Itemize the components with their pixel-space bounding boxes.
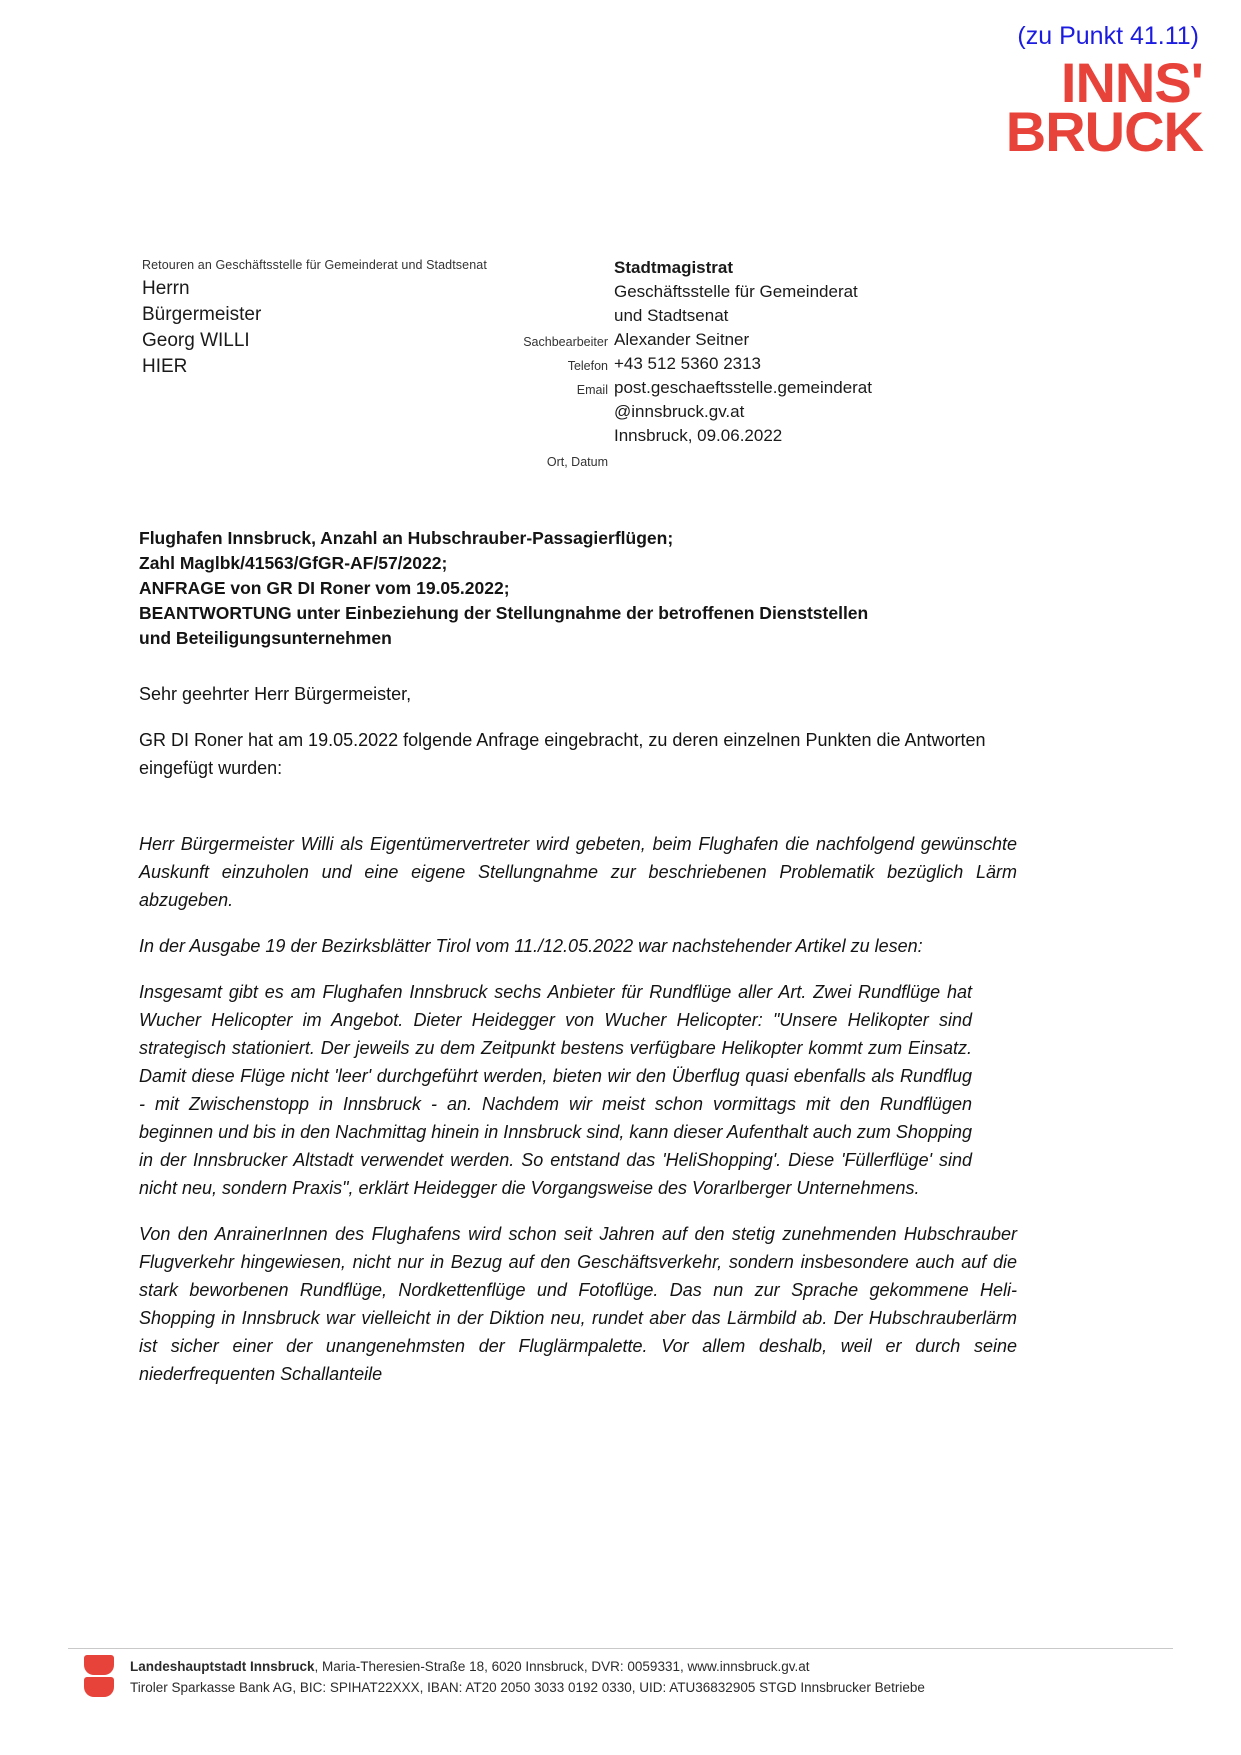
subject-line-5: und Beteiligungsunternehmen: [139, 628, 392, 648]
body-spacer: [139, 800, 1017, 830]
footer-divider: [68, 1648, 1173, 1649]
return-address-line: Retouren an Geschäftsstelle für Gemeinderat und Stadtsenat: [142, 258, 487, 272]
coat-of-arms-icon: [84, 1655, 118, 1697]
footer-city-details: , Maria-Theresien-Straße 18, 6020 Innsbruck, DVR: 0059331, www.innsbruck.gv.at: [314, 1659, 810, 1674]
sender-department-line-2: und Stadtsenat: [614, 306, 729, 325]
subject-line-3: ANFRAGE von GR DI Roner vom 19.05.2022;: [139, 578, 510, 598]
intro-paragraph: GR DI Roner hat am 19.05.2022 folgende Anfrage eingebracht, zu deren einzelnen Punkten die Antworten eingefügt wurden:: [139, 730, 986, 778]
label-sachbearbeiter: Sachbearbeiter: [523, 335, 608, 349]
subject-line-1: Flughafen Innsbruck, Anzahl an Hubschrauber-Passagierflügen;: [139, 528, 674, 548]
subject-block: [139, 526, 1019, 651]
footer-line-1: [130, 1656, 925, 1677]
recipient-line-3: Georg WILLI: [142, 330, 250, 351]
sender-block: [614, 256, 872, 448]
footer-city-name: Landeshauptstadt Innsbruck: [130, 1659, 315, 1674]
sender-email-line-1: post.geschaeftsstelle.gemeinderat: [614, 378, 872, 397]
closing-paragraph: Von den AnrainerInnen des Flughafens wird schon seit Jahren auf den stetig zunehmenden Hubschrauber Flugverkehr hingewiesen, nicht nur in Bezug auf den Geschäftsverkehr, sondern insbesondere auch auf die stark beworbenen Rundflüge, Nordkettenflüge und Fotoflüge. Das nun zur Sprache gekommene Heli-Shopping in Innsbruck war vielleicht in der Diktion neu, rundet aber das Lärmbild ab. Der Hubschrauberlärm ist sicher einer der unangenehmsten der Fluglärmpalette. Vor allem deshalb, weil er durch seine niederfrequenten Schallanteile: [139, 1224, 1017, 1384]
subject-line-4: BEANTWORTUNG unter Einbeziehung der Stellungnahme der betroffenen Dienststellen: [139, 603, 869, 623]
recipient-address: [142, 276, 261, 380]
innsbruck-logo: [953, 51, 1203, 164]
logo-line-2: BRUCK: [1005, 100, 1203, 164]
recipient-line-2: Bürgermeister: [142, 304, 262, 325]
sender-ort-datum: Innsbruck, 09.06.2022: [614, 426, 783, 445]
label-email: Email: [576, 383, 608, 397]
footer-text: [130, 1656, 925, 1698]
meta-field-labels: [430, 330, 608, 474]
salutation: Sehr geehrter Herr Bürgermeister,: [139, 684, 412, 704]
sender-email-line-2: @innsbruck.gv.at: [614, 402, 745, 421]
sender-telefon: +43 512 5360 2313: [614, 354, 762, 373]
letter-body: [139, 680, 1017, 1406]
label-ort-datum: Ort, Datum: [546, 455, 608, 469]
coat-shield-lower: [84, 1677, 114, 1697]
article-quote-paragraph: Insgesamt gibt es am Flughafen Innsbruck sechs Anbieter für Rundflüge aller Art. Zwei Rundflüge hat Wucher Helicopter im Angebot. Dieter Heidegger von Wucher Helicopter: "Unsere Helikopter sind strategisch stationiert. Der jeweils zu dem Zeitpunkt bestens verfügbare Helikopter kommt zum Einsatz. Damit diese Flüge nicht 'leer' durchgeführt werden, bieten wir den Überflug quasi ebenfalls als Rundflug - mit Zwischenstopp in Innsbruck - an. Nachdem wir meist schon vormittags mit den Rundflügen beginnen und bis in den Nachmittag hinein in Innsbruck sind, kann dieser Aufenthalt auch zum Shopping in der Innsbrucker Altstadt verwendet werden. So entstand das 'HeliShopping'. Diese 'Füllerflüge' sind nicht neu, sondern Praxis", erklärt Heidegger die Vorgangsweise des Vorarlberger Unternehmens.: [139, 982, 972, 1198]
recipient-line-4: HIER: [142, 356, 188, 377]
agenda-point-reference: (zu Punkt 41.11): [1017, 22, 1199, 50]
subject-line-2: Zahl Maglbk/41563/GfGR-AF/57/2022;: [139, 553, 448, 573]
coat-shield-upper: [84, 1655, 114, 1675]
recipient-line-1: Herrn: [142, 278, 190, 299]
sender-department-line-1: Geschäftsstelle für Gemeinderat: [614, 282, 858, 301]
request-paragraph: Herr Bürgermeister Willi als Eigentümervertreter wird gebeten, beim Flughafen die nachfolgend gewünschte Auskunft einzuholen und eine eigene Stellungnahme zur beschriebenen Problematik bezüglich Lärm abzugeben.: [139, 834, 1017, 910]
footer-line-2: Tiroler Sparkasse Bank AG, BIC: SPIHAT22XXX, IBAN: AT20 2050 3033 0192 0330, UID: ATU36832905 STGD Innsbrucker Betriebe: [130, 1680, 925, 1695]
article-intro-paragraph: In der Ausgabe 19 der Bezirksblätter Tirol vom 11./12.05.2022 war nachstehender Artikel zu lesen:: [139, 936, 923, 956]
logo-line-1: INNS': [1060, 51, 1203, 114]
sender-organisation: Stadtmagistrat: [614, 258, 734, 277]
sender-sachbearbeiter: Alexander Seitner: [614, 330, 750, 349]
label-telefon: Telefon: [567, 359, 608, 373]
